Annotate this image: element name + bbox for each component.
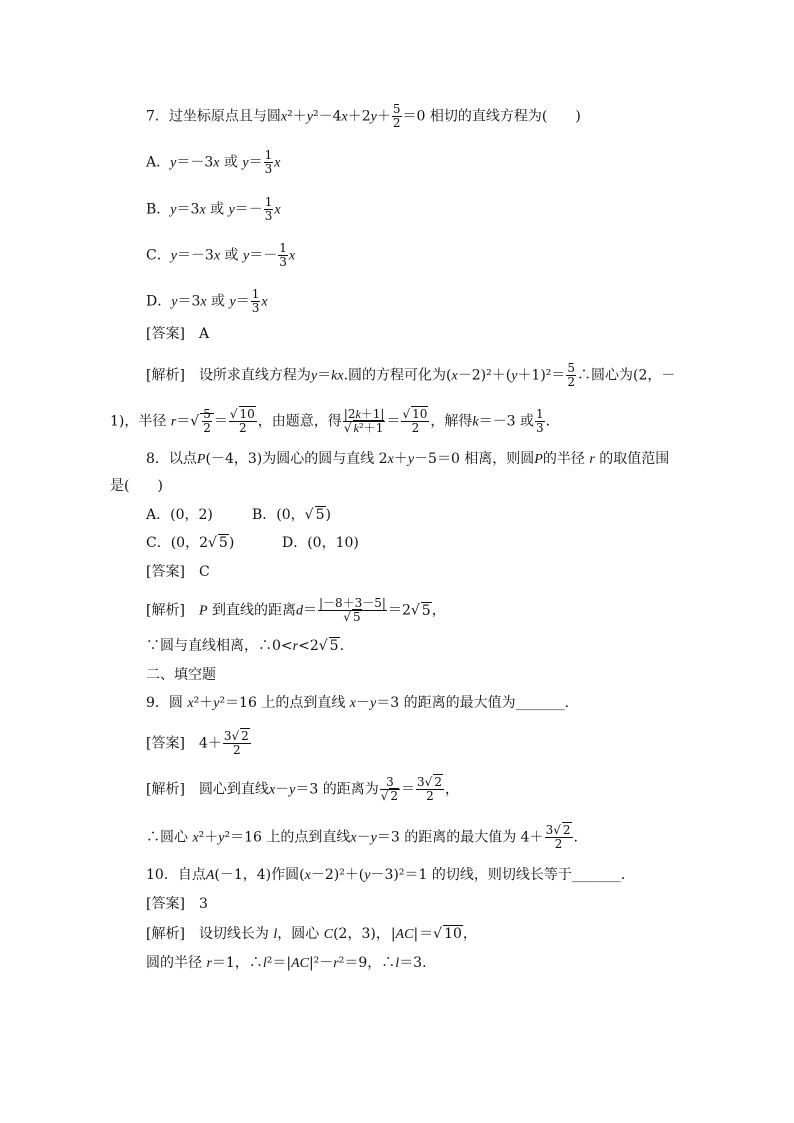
q8-stem-line1: 8．以点P(－4，3)为圆心的圆与直线 2x＋y－5＝0 相离，则圆P的半径 r 的取值范围 [146, 451, 670, 467]
q8-analysis-line2: ∵圆与直线相离，∴0<r<2√ 5. [146, 638, 345, 654]
q7-analysis-line1: [解析] 设所求直线方程为y＝kx.圆的方程可化为(x－2)²＋(y＋1)²＝ $\frac{5}{2}$ ∴圆心为(2，－ [146, 361, 676, 389]
q10-analysis-line2: 圆的半径 r＝1，∴l²＝|AC|²－r²＝9，∴l＝3. [146, 955, 427, 971]
q9-analysis-line1: [解析] 圆心到直线x－y＝3 的距离为 $\frac{3}{√ 2}$ ＝ $\frac{3√ 2}{2}$ ， [146, 775, 459, 803]
q10-answer: [答案] 3 [146, 896, 208, 912]
q9-stem: 9．圆 x²＋y²＝16 上的点到直线 x－y＝3 的距离的最大值为_______. [146, 695, 570, 711]
q7-option-d: D．y＝3x 或 y＝ $\frac{1}{3}$ x [146, 287, 268, 315]
q8-option-d: D．(0，10) [282, 535, 359, 551]
q8-analysis-line1: [解析] P 到直线的距离d＝ $\frac{|-8+3-5|}{√ 5}$ ＝2√ 5， [146, 596, 446, 624]
q8-option-a: A．(0，2) [146, 507, 213, 523]
q8-stem-line2: 是( ) [110, 478, 163, 494]
q8-option-c: C．(0，2√ 5) [146, 535, 235, 551]
q8-option-b: B．(0，√ 5) [252, 507, 331, 523]
q7-option-b: B．y＝3x 或 y＝－ $\frac{1}{3}$ x [146, 195, 281, 223]
q9-analysis-line2: ∴圆心 x²＋y²＝16 上的点到直线x－y＝3 的距离的最大值为 4＋ $\frac{3√ 2}{2}$ . [146, 823, 578, 851]
q10-stem: 10．自点A(－1，4)作圆(x－2)²＋(y－3)²＝1 的切线，则切线长等于_______. [146, 867, 626, 883]
q7-analysis-line2: 1)，半径 r＝√ $\frac{5}{2}$ ＝ $\frac{√ 10}{2}$ ，由题意，得 $\frac{|2k+1|}{\text{√ k²＋1}}$ ＝ $\frac{√ 10}{2}$ ，解得k＝－3 或 $\frac{1}{3}$ . [110, 407, 551, 435]
q7-answer: [答案] A [146, 326, 210, 342]
q9-answer: [答案] 4＋ $\frac{3√ 2}{2}$ [146, 729, 249, 757]
q7-option-c: C．y＝－3x 或 y＝－ $\frac{1}{3}$ x [146, 241, 296, 269]
q7-option-a: A．y＝－3x 或 y＝ $\frac{1}{3}$ x [146, 148, 281, 176]
q8-answer: [答案] C [146, 564, 210, 580]
q10-analysis-line1: [解析] 设切线长为 l，圆心 C(2，3)，|AC|＝√ 10， [146, 926, 477, 942]
section-title: 二、填空题 [146, 667, 216, 683]
q7-stem: 7．过坐标原点且与圆x²＋y²－4x＋2y＋ $\frac{5}{2}$ ＝0 相切的直线方程为( ) [146, 102, 581, 130]
